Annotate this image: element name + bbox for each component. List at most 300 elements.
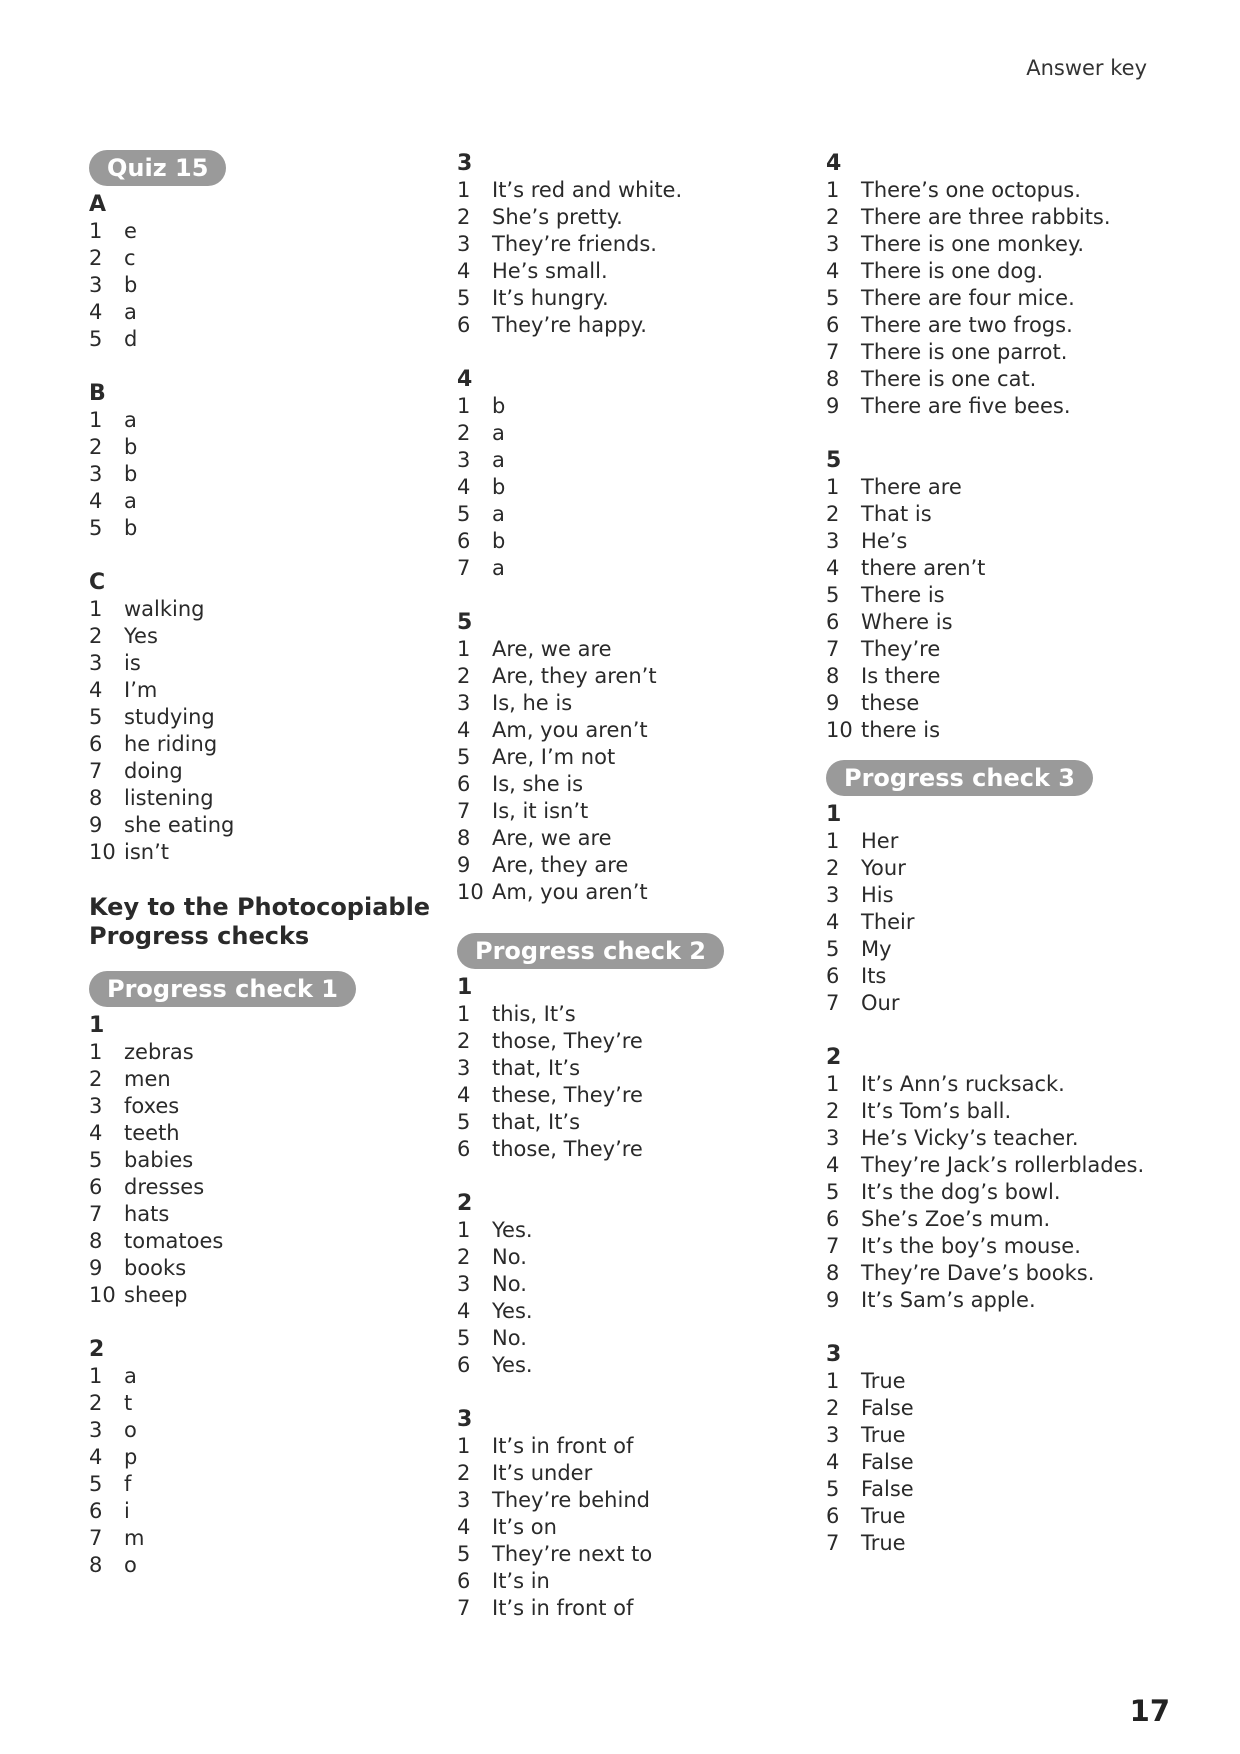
answer-row (826, 474, 1186, 501)
answer-row (89, 1498, 419, 1525)
exercise-heading: 2 (826, 1045, 842, 1070)
answer-row (826, 1071, 1186, 1098)
item-answer: a (492, 448, 505, 472)
answer-row (457, 555, 787, 582)
item-answer: Are, they aren’t (492, 664, 657, 688)
answer-row (89, 1255, 419, 1282)
item-number: 3 (89, 273, 103, 297)
item-answer: They’re Dave’s books. (861, 1261, 1095, 1285)
item-number: 4 (89, 1445, 103, 1469)
item-answer: m (124, 1526, 145, 1550)
answer-row (826, 1125, 1186, 1152)
item-answer: They’re Jack’s rollerblades. (861, 1153, 1145, 1177)
answer-row (89, 1444, 419, 1471)
answer-row (457, 1001, 787, 1028)
answer-row (457, 1460, 787, 1487)
item-answer: that, It’s (492, 1056, 581, 1080)
answer-row (457, 798, 787, 825)
item-number: 9 (826, 394, 840, 418)
item-answer: Are, they are (492, 853, 629, 877)
item-number: 6 (826, 1504, 840, 1528)
item-answer: Am, you aren’t (492, 718, 648, 742)
item-number: 5 (826, 583, 840, 607)
answer-row (826, 1503, 1186, 1530)
item-number: 1 (457, 1218, 471, 1242)
item-answer: No. (492, 1272, 527, 1296)
item-number: 7 (826, 340, 840, 364)
item-answer: Is, it isn’t (492, 799, 589, 823)
item-number: 8 (89, 1229, 103, 1253)
answer-section (457, 974, 787, 1163)
item-answer: o (124, 1418, 137, 1442)
item-answer: They’re (861, 637, 941, 661)
answer-row (457, 1271, 787, 1298)
answer-row (457, 1217, 787, 1244)
answer-row (826, 1395, 1186, 1422)
item-answer: those, They’re (492, 1029, 643, 1053)
item-number: 1 (89, 219, 103, 243)
item-answer: There are (861, 475, 962, 499)
item-answer: They’re happy. (492, 313, 647, 337)
item-answer: His (861, 883, 894, 907)
exercise-heading: 3 (826, 1342, 842, 1367)
item-answer: a (492, 421, 505, 445)
exercise-heading: 3 (457, 151, 473, 176)
item-number: 3 (826, 232, 840, 256)
item-answer: There is one parrot. (861, 340, 1068, 364)
answer-row (457, 501, 787, 528)
answer-row (457, 852, 787, 879)
item-answer: those, They’re (492, 1137, 643, 1161)
answer-row (457, 1244, 787, 1271)
item-answer: Am, you aren’t (492, 880, 648, 904)
item-answer: he riding (124, 732, 218, 756)
item-answer: a (124, 408, 137, 432)
item-answer: babies (124, 1148, 194, 1172)
item-answer: Their (861, 910, 915, 934)
item-answer: He’s (861, 529, 908, 553)
section-pill: Progress check 3 (826, 760, 1093, 796)
answer-row (89, 218, 419, 245)
answer-row (457, 312, 787, 339)
item-answer: listening (124, 786, 214, 810)
answer-row (826, 1449, 1186, 1476)
answer-row (457, 1487, 787, 1514)
item-answer: Yes (124, 624, 158, 648)
item-number: 2 (826, 205, 840, 229)
item-number: 2 (457, 1029, 471, 1053)
item-number: 3 (89, 1418, 103, 1442)
answer-row (457, 1325, 787, 1352)
item-number: 4 (89, 1121, 103, 1145)
section-pill: Progress check 1 (89, 971, 356, 1007)
item-answer: b (124, 462, 138, 486)
answer-row (826, 882, 1186, 909)
item-number: 4 (457, 1083, 471, 1107)
item-answer: False (861, 1450, 914, 1474)
answer-section (826, 1341, 1186, 1557)
item-answer: She’s Zoe’s mum. (861, 1207, 1051, 1231)
item-answer: False (861, 1396, 914, 1420)
answer-row (826, 963, 1186, 990)
item-answer: No. (492, 1326, 527, 1350)
item-number: 8 (826, 664, 840, 688)
item-number: 2 (89, 1067, 103, 1091)
item-number: 6 (457, 1353, 471, 1377)
item-answer: teeth (124, 1121, 180, 1145)
answer-row (457, 528, 787, 555)
answer-section (826, 150, 1186, 420)
item-number: 3 (89, 1094, 103, 1118)
item-number: 5 (826, 1477, 840, 1501)
exercise-heading: C (89, 570, 106, 595)
answer-row (89, 1525, 419, 1552)
item-answer: e (124, 219, 137, 243)
exercise-heading: 5 (457, 610, 473, 635)
item-answer: a (124, 489, 137, 513)
item-answer: i (124, 1499, 130, 1523)
item-number: 5 (89, 705, 103, 729)
item-answer: It’s Ann’s rucksack. (861, 1072, 1065, 1096)
item-number: 1 (89, 1364, 103, 1388)
item-number: 1 (826, 829, 840, 853)
answer-section (89, 380, 419, 542)
item-number: 5 (457, 745, 471, 769)
answer-row (457, 447, 787, 474)
answer-row (826, 582, 1186, 609)
answer-row (826, 1476, 1186, 1503)
item-number: 6 (457, 772, 471, 796)
answer-section (826, 801, 1186, 1017)
answer-row (89, 1282, 419, 1309)
answer-row (826, 1422, 1186, 1449)
item-answer: True (861, 1423, 906, 1447)
item-number: 9 (89, 1256, 103, 1280)
running-head: Answer key (1026, 56, 1147, 80)
answer-row (826, 1260, 1186, 1287)
answer-row (89, 1552, 419, 1579)
item-answer: there aren’t (861, 556, 986, 580)
answer-row (826, 339, 1186, 366)
answer-row (89, 596, 419, 623)
exercise-heading: A (89, 192, 107, 217)
answer-row (826, 828, 1186, 855)
item-answer: doing (124, 759, 183, 783)
item-answer: d (124, 327, 138, 351)
item-number: 2 (89, 1391, 103, 1415)
answer-row (457, 1055, 787, 1082)
item-number: 6 (457, 1137, 471, 1161)
item-number: 9 (826, 691, 840, 715)
answer-row (457, 744, 787, 771)
item-number: 5 (826, 1180, 840, 1204)
item-number: 5 (826, 937, 840, 961)
answer-row (826, 990, 1186, 1017)
answer-row (89, 677, 419, 704)
item-number: 7 (826, 1531, 840, 1555)
item-answer: this, It’s (492, 1002, 576, 1026)
item-number: 6 (457, 1569, 471, 1593)
answer-row (89, 326, 419, 353)
answer-row (89, 1201, 419, 1228)
exercise-heading: 4 (457, 367, 473, 392)
answer-section (89, 1336, 419, 1579)
item-answer: It’s in front of (492, 1596, 634, 1620)
item-number: 3 (457, 1056, 471, 1080)
answer-row (89, 650, 419, 677)
item-answer: a (492, 502, 505, 526)
item-answer: b (124, 516, 138, 540)
answer-row (457, 1568, 787, 1595)
answer-row (826, 312, 1186, 339)
answer-row (826, 663, 1186, 690)
item-answer: True (861, 1531, 906, 1555)
answer-row (89, 623, 419, 650)
item-number: 6 (457, 313, 471, 337)
item-answer: b (124, 273, 138, 297)
answer-row (826, 855, 1186, 882)
answer-row (457, 1298, 787, 1325)
item-answer: o (124, 1553, 137, 1577)
item-number: 5 (89, 1148, 103, 1172)
item-answer: Your (861, 856, 906, 880)
item-number: 2 (826, 1099, 840, 1123)
item-answer: Are, we are (492, 637, 612, 661)
item-number: 2 (89, 624, 103, 648)
answer-row (826, 366, 1186, 393)
answer-row (457, 204, 787, 231)
item-number: 6 (457, 529, 471, 553)
exercise-heading: 4 (826, 151, 842, 176)
item-answer: f (124, 1472, 132, 1496)
answer-row (826, 501, 1186, 528)
answer-row (89, 461, 419, 488)
answer-row (89, 1120, 419, 1147)
item-number: 4 (457, 1299, 471, 1323)
exercise-heading: 1 (826, 802, 842, 827)
section-title (89, 893, 431, 951)
item-answer: He’s Vicky’s teacher. (861, 1126, 1079, 1150)
answer-row (89, 812, 419, 839)
item-number: 4 (826, 259, 840, 283)
answer-row (826, 1179, 1186, 1206)
item-number: 3 (457, 691, 471, 715)
item-number: 2 (457, 205, 471, 229)
item-answer: p (124, 1445, 138, 1469)
item-answer: c (124, 246, 136, 270)
item-answer: There are four mice. (861, 286, 1075, 310)
answer-row (89, 1228, 419, 1255)
item-answer: Yes. (492, 1218, 533, 1242)
item-answer: Its (861, 964, 887, 988)
answer-row (89, 1093, 419, 1120)
answer-row (826, 1206, 1186, 1233)
item-answer: a (492, 556, 505, 580)
item-answer: My (861, 937, 892, 961)
item-answer: hats (124, 1202, 170, 1226)
item-answer: Where is (861, 610, 953, 634)
item-number: 4 (457, 475, 471, 499)
item-number: 5 (457, 286, 471, 310)
page-number: 17 (1129, 1694, 1170, 1728)
item-answer: walking (124, 597, 205, 621)
answer-row (457, 1352, 787, 1379)
item-answer: Is, he is (492, 691, 573, 715)
answer-row (89, 1147, 419, 1174)
answer-row (89, 785, 419, 812)
item-answer: There are two frogs. (861, 313, 1073, 337)
item-number: 1 (457, 394, 471, 418)
answer-row (89, 1390, 419, 1417)
answer-row (826, 393, 1186, 420)
item-answer: sheep (124, 1283, 188, 1307)
answer-row (457, 636, 787, 663)
answer-row (89, 245, 419, 272)
item-number: 3 (826, 1126, 840, 1150)
item-answer: She’s pretty. (492, 205, 623, 229)
item-answer: books (124, 1256, 187, 1280)
item-number: 1 (89, 1040, 103, 1064)
item-answer: It’s on (492, 1515, 557, 1539)
answer-row (457, 1433, 787, 1460)
item-answer: zebras (124, 1040, 194, 1064)
answer-row (826, 1152, 1186, 1179)
item-number: 8 (826, 1261, 840, 1285)
item-answer: Yes. (492, 1353, 533, 1377)
answer-section (826, 1044, 1186, 1314)
item-answer: They’re next to (492, 1542, 653, 1566)
answer-section (89, 569, 419, 866)
item-answer: there is (861, 718, 941, 742)
item-answer: Is there (861, 664, 941, 688)
item-answer: Yes. (492, 1299, 533, 1323)
answer-row (457, 1028, 787, 1055)
exercise-heading: 2 (457, 1191, 473, 1216)
item-answer: There’s one octopus. (861, 178, 1081, 202)
item-number: 1 (89, 597, 103, 621)
item-answer: a (124, 300, 137, 324)
answer-row (826, 609, 1186, 636)
item-answer: They’re friends. (492, 232, 657, 256)
answer-row (89, 1039, 419, 1066)
item-answer: isn’t (124, 840, 169, 864)
answer-row (457, 1136, 787, 1163)
answer-row (826, 285, 1186, 312)
item-number: 7 (89, 1526, 103, 1550)
answer-row (826, 690, 1186, 717)
item-number: 2 (826, 1396, 840, 1420)
item-number: 5 (457, 1110, 471, 1134)
item-number: 4 (826, 910, 840, 934)
answer-row (89, 1066, 419, 1093)
item-number: 7 (826, 637, 840, 661)
answer-row (826, 636, 1186, 663)
item-number: 1 (457, 1434, 471, 1458)
answer-row (457, 474, 787, 501)
item-answer: a (124, 1364, 137, 1388)
answer-section (457, 609, 787, 906)
item-number: 5 (89, 1472, 103, 1496)
item-number: 4 (826, 1450, 840, 1474)
item-number: 8 (457, 826, 471, 850)
answer-row (89, 1174, 419, 1201)
item-number: 10 (89, 1283, 116, 1307)
item-number: 3 (457, 448, 471, 472)
item-answer: dresses (124, 1175, 205, 1199)
answer-row (89, 1363, 419, 1390)
item-answer: They’re behind (492, 1488, 650, 1512)
item-number: 9 (826, 1288, 840, 1312)
answer-section (89, 191, 419, 353)
item-number: 1 (457, 637, 471, 661)
item-number: 2 (826, 856, 840, 880)
answer-column-3 (826, 150, 1186, 1584)
answer-row (457, 879, 787, 906)
item-number: 4 (457, 718, 471, 742)
answer-row (89, 299, 419, 326)
item-answer: I’m (124, 678, 158, 702)
item-number: 4 (457, 1515, 471, 1539)
item-answer: It’s red and white. (492, 178, 683, 202)
item-number: 7 (89, 759, 103, 783)
item-number: 1 (826, 1369, 840, 1393)
item-number: 10 (826, 718, 853, 742)
item-number: 8 (826, 367, 840, 391)
item-answer: It’s hungry. (492, 286, 609, 310)
item-number: 1 (457, 1002, 471, 1026)
answer-row (457, 690, 787, 717)
exercise-heading: 1 (89, 1013, 105, 1038)
answer-row (826, 1233, 1186, 1260)
answer-row (89, 758, 419, 785)
item-number: 3 (89, 462, 103, 486)
exercise-heading: 2 (89, 1337, 105, 1362)
exercise-heading: 1 (457, 975, 473, 1000)
answer-row (457, 231, 787, 258)
item-number: 7 (457, 1596, 471, 1620)
answer-row (457, 1595, 787, 1622)
item-number: 2 (457, 421, 471, 445)
item-answer: It’s in (492, 1569, 550, 1593)
exercise-heading: 3 (457, 1407, 473, 1432)
item-number: 5 (89, 327, 103, 351)
item-number: 7 (826, 1234, 840, 1258)
item-answer: these, They’re (492, 1083, 643, 1107)
item-answer: It’s in front of (492, 1434, 634, 1458)
item-answer: b (492, 529, 506, 553)
item-number: 4 (826, 556, 840, 580)
answer-row (826, 717, 1186, 744)
answer-row (826, 909, 1186, 936)
answer-row (457, 825, 787, 852)
item-number: 4 (89, 678, 103, 702)
item-number: 1 (826, 475, 840, 499)
item-number: 5 (457, 502, 471, 526)
item-number: 1 (826, 1072, 840, 1096)
item-answer: True (861, 1504, 906, 1528)
exercise-heading: B (89, 381, 106, 406)
item-number: 5 (826, 286, 840, 310)
item-number: 6 (826, 610, 840, 634)
answer-row (826, 204, 1186, 231)
item-answer: It’s the dog’s bowl. (861, 1180, 1061, 1204)
item-answer: Our (861, 991, 900, 1015)
answer-row (89, 515, 419, 542)
item-number: 1 (89, 408, 103, 432)
answer-row (89, 839, 419, 866)
exercise-heading: 5 (826, 448, 842, 473)
item-answer: There is one dog. (861, 259, 1044, 283)
